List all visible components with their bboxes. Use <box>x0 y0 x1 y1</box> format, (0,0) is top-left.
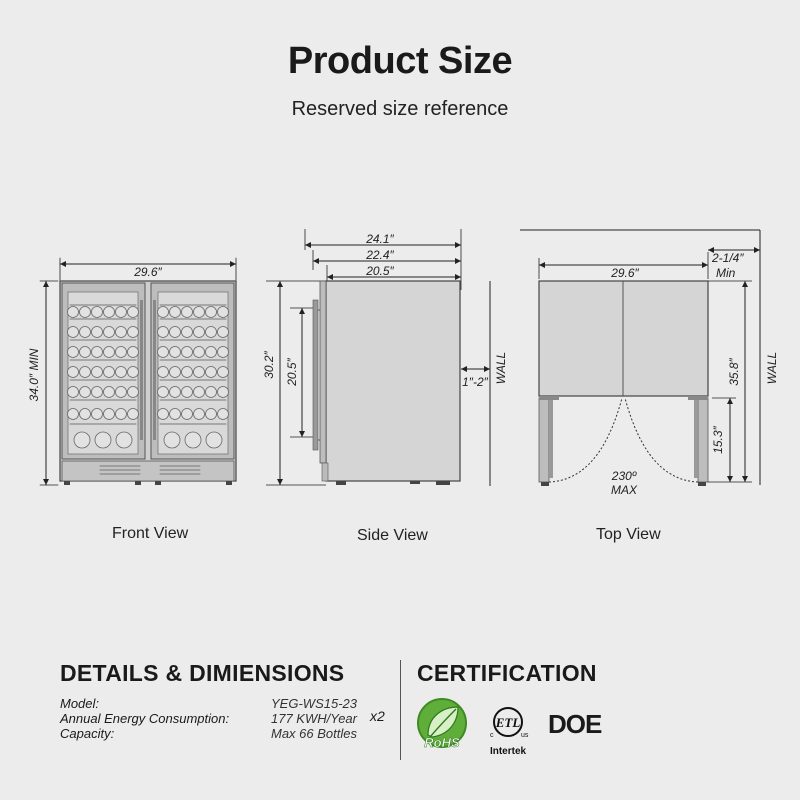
side-body-depth-label: 20.5″ <box>366 264 394 278</box>
top-depth-label: 35.8″ <box>727 358 741 386</box>
etl-mark-text: ETL <box>495 715 521 730</box>
rohs-logo-icon <box>414 695 470 755</box>
top-clearance-label: 2-1/4″ <box>712 251 744 265</box>
side-view <box>262 229 508 486</box>
top-view-label: Top View <box>596 526 661 543</box>
spec-value: Max 66 Bottles <box>271 726 357 741</box>
side-wall-gap-label: 1″-2″ <box>462 375 488 389</box>
details-heading: DETAILS & DIMIENSIONS <box>60 660 345 686</box>
side-handle-label: 20.5″ <box>285 358 299 386</box>
spec-value: 177 KWH/Year <box>271 711 357 726</box>
front-width-label: 29.6″ <box>134 265 162 279</box>
spec-value: YEG-WS15-23 <box>271 696 357 711</box>
top-angle-note: MAX <box>610 483 638 497</box>
intertek-text: Intertek <box>489 746 527 757</box>
front-view <box>27 258 236 485</box>
front-height-label: 34.0″ MIN <box>27 348 41 402</box>
etl-us-text: us <box>521 732 529 739</box>
page-title: Product Size <box>287 40 513 82</box>
side-door-depth-label: 22.4″ <box>366 248 394 262</box>
top-door-label: 15.3″ <box>711 426 725 454</box>
spec-row-energy <box>60 711 390 727</box>
side-height-label: 30.2″ <box>262 351 276 379</box>
spec-row-model <box>60 696 390 712</box>
etl-c-text: c <box>490 732 494 739</box>
side-total-depth-label: 24.1″ <box>366 232 394 246</box>
spec-key: Model: <box>60 696 100 711</box>
front-view-label: Front View <box>112 525 189 542</box>
top-wall-label: WALL <box>765 351 779 385</box>
etl-logo-icon <box>483 700 533 758</box>
section-divider <box>400 660 401 760</box>
top-angle-label: 230º <box>611 469 637 483</box>
top-clearance-note: Min <box>716 266 736 280</box>
top-view <box>520 230 779 497</box>
side-view-label: Side View <box>357 527 428 544</box>
spec-key: Annual Energy Consumption: <box>60 711 230 726</box>
doe-logo: DOE <box>548 709 602 739</box>
rohs-text: RoHS <box>424 735 460 750</box>
spec-row-capacity <box>60 726 390 742</box>
certification-heading: CERTIFICATION <box>417 660 597 686</box>
quantity-multiplier: x2 <box>370 708 385 724</box>
side-wall-label: WALL <box>494 351 508 385</box>
page-subtitle: Reserved size reference <box>291 98 509 120</box>
spec-key: Capacity: <box>60 726 115 741</box>
top-width-label: 29.6″ <box>611 266 639 280</box>
